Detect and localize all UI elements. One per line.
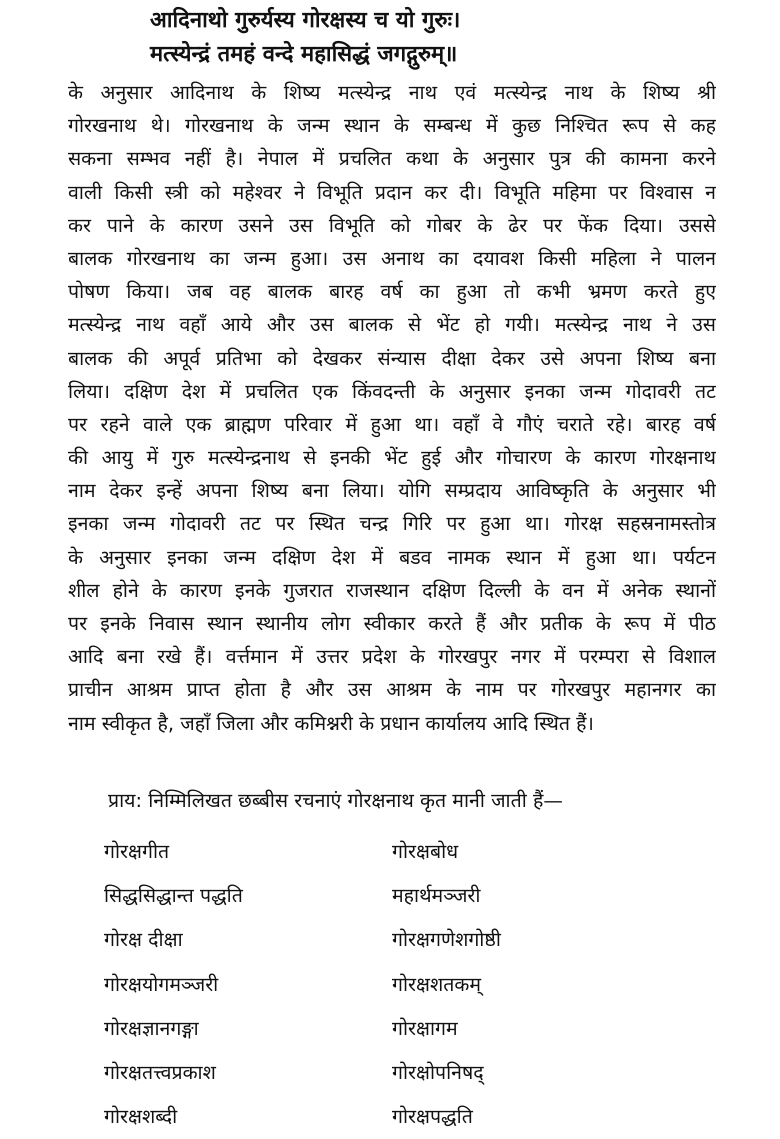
paragraph-line: वाली किसी स्त्री को महेश्वर ने विभूति प्रदान कर दी। विभूति महिमा पर विश्वास न <box>68 180 716 204</box>
paragraph-line: नाम स्वीकृत है, जहाँ जिला और कमिश्नरी के प्रधान कार्यालय आदि स्थित हैं। <box>68 711 594 735</box>
paragraph-line: बालक की अपूर्व प्रतिभा को देखकर संन्यास दीक्षा देकर उसे अपना शिष्य बना <box>68 346 716 370</box>
works-row <box>104 918 724 962</box>
work-title: गोरक्षज्ञानगङ्गा <box>104 1016 199 1040</box>
work-title: गोरक्षोपनिषद् <box>392 1060 484 1084</box>
paragraph-line: आदि बना रखे हैं। वर्त्तमान में उत्तर प्रदेश के गोरखपुर नगर में परम्परा से विशाल <box>68 645 716 669</box>
paragraph-line: इनका जन्म गोदावरी तट पर स्थित चन्द्र गिरि पर हुआ था। गोरक्ष सहस्रनामस्तोत्र <box>68 512 716 536</box>
paragraph-line: सकना सम्भव नहीं है। नेपाल में प्रचलित कथा के अनुसार पुत्र की कामना करने <box>68 147 716 171</box>
work-title: गोरक्षगणेशगोष्ठी <box>392 928 501 952</box>
paragraph-line: लिया। दक्षिण देश में प्रचलित एक किंवदन्ती के अनुसार इनका जन्म गोदावरी तट <box>68 379 716 403</box>
works-row <box>104 1007 724 1051</box>
work-title: गोरक्षबोध <box>392 840 459 863</box>
works-intro: प्राय: निम्मिलिखत छब्बीस रचनाएं गोरक्षनाथ कृत मानी जाती हैं— <box>108 789 563 812</box>
work-title: महार्थमञ्जरी <box>392 884 481 908</box>
works-row <box>104 830 724 874</box>
work-title: गोरक्षतत्त्वप्रकाश <box>104 1060 216 1084</box>
paragraph-line: प्राचीन आश्रम प्राप्त होता है और उस आश्रम के नाम पर गोरखपुर महानगर का <box>68 678 716 702</box>
work-title: गोरक्षागम <box>392 1016 458 1040</box>
paragraph-line: पर रहने वाले एक ब्राह्मण परिवार में हुआ था। वहाँ वे गौएं चराते रहे। बारह वर्ष <box>68 412 716 436</box>
verse-line-1: आदिनाथो गुरुर्यस्य गोरक्षस्य च यो गुरुः। <box>150 8 461 33</box>
paragraph-line: पोषण किया। जब वह बालक बारह वर्ष का हुआ तो कभी भ्रमण करते हुए <box>68 280 716 304</box>
paragraph-line: के अनुसार इनका जन्म दक्षिण देश में बडव नामक स्थान में हुआ था। पर्यटन <box>68 545 716 569</box>
verse-line-2: मत्स्येन्द्रं तमहं वन्दे महासिद्धं जगद्गुरुम्॥ <box>150 42 458 67</box>
works-row <box>104 963 724 1007</box>
paragraph-line: की आयु में गुरु मत्स्येन्द्रनाथ से इनकी भेंट हुई और गोचारण के कारण गोरक्षनाथ <box>68 446 716 470</box>
paragraph-line: के अनुसार आदिनाथ के शिष्य मत्स्येन्द्र नाथ एवं मत्स्येन्द्र नाथ के शिष्य श्री <box>68 81 716 104</box>
paragraph-line: मत्स्येन्द्र नाथ वहाँ आये और उस बालक से भेंट हो गयी। मत्स्येन्द्र नाथ ने उस <box>68 313 716 337</box>
work-title: गोरक्ष दीक्षा <box>104 928 183 952</box>
work-title: गोरक्षगीत <box>104 840 170 863</box>
work-title: गोरक्षशब्दी <box>104 1105 178 1129</box>
works-row <box>104 1051 724 1095</box>
body-paragraph <box>68 76 716 740</box>
paragraph-line: गोरखनाथ थे। गोरखनाथ के जन्म स्थान के सम्बन्ध में कुछ निश्चित रूप से कह <box>68 114 716 138</box>
work-title: गोरक्षशतकम् <box>392 972 481 996</box>
works-row <box>104 1095 724 1139</box>
works-list <box>104 830 724 1139</box>
work-title: सिद्धसिद्धान्त पद्धति <box>104 884 243 908</box>
paragraph-line: बालक गोरखनाथ का जन्म हुआ। उस अनाथ का दयावश किसी महिला ने पालन <box>68 246 716 270</box>
works-row <box>104 874 724 918</box>
paragraph-line: शील होने के कारण इनके गुजरात राजस्थान दक्षिण दिल्ली के वन में अनेक स्थानों <box>68 578 716 602</box>
work-title: गोरक्षयोगमञ्जरी <box>104 972 219 996</box>
paragraph-line: कर पाने के कारण उसने उस विभूति को गोबर के ढेर पर फेंक दिया। उससे <box>68 213 716 237</box>
paragraph-line: नाम देकर इन्हें अपना शिष्य बना लिया। योगि सम्प्रदाय आविष्कृति के अनुसार भी <box>68 479 716 503</box>
paragraph-line: पर इनके निवास स्थान स्थानीय लोग स्वीकार करते हैं और प्रतीक के रूप में पीठ <box>68 612 716 635</box>
work-title: गोरक्षपद्धति <box>392 1105 473 1129</box>
